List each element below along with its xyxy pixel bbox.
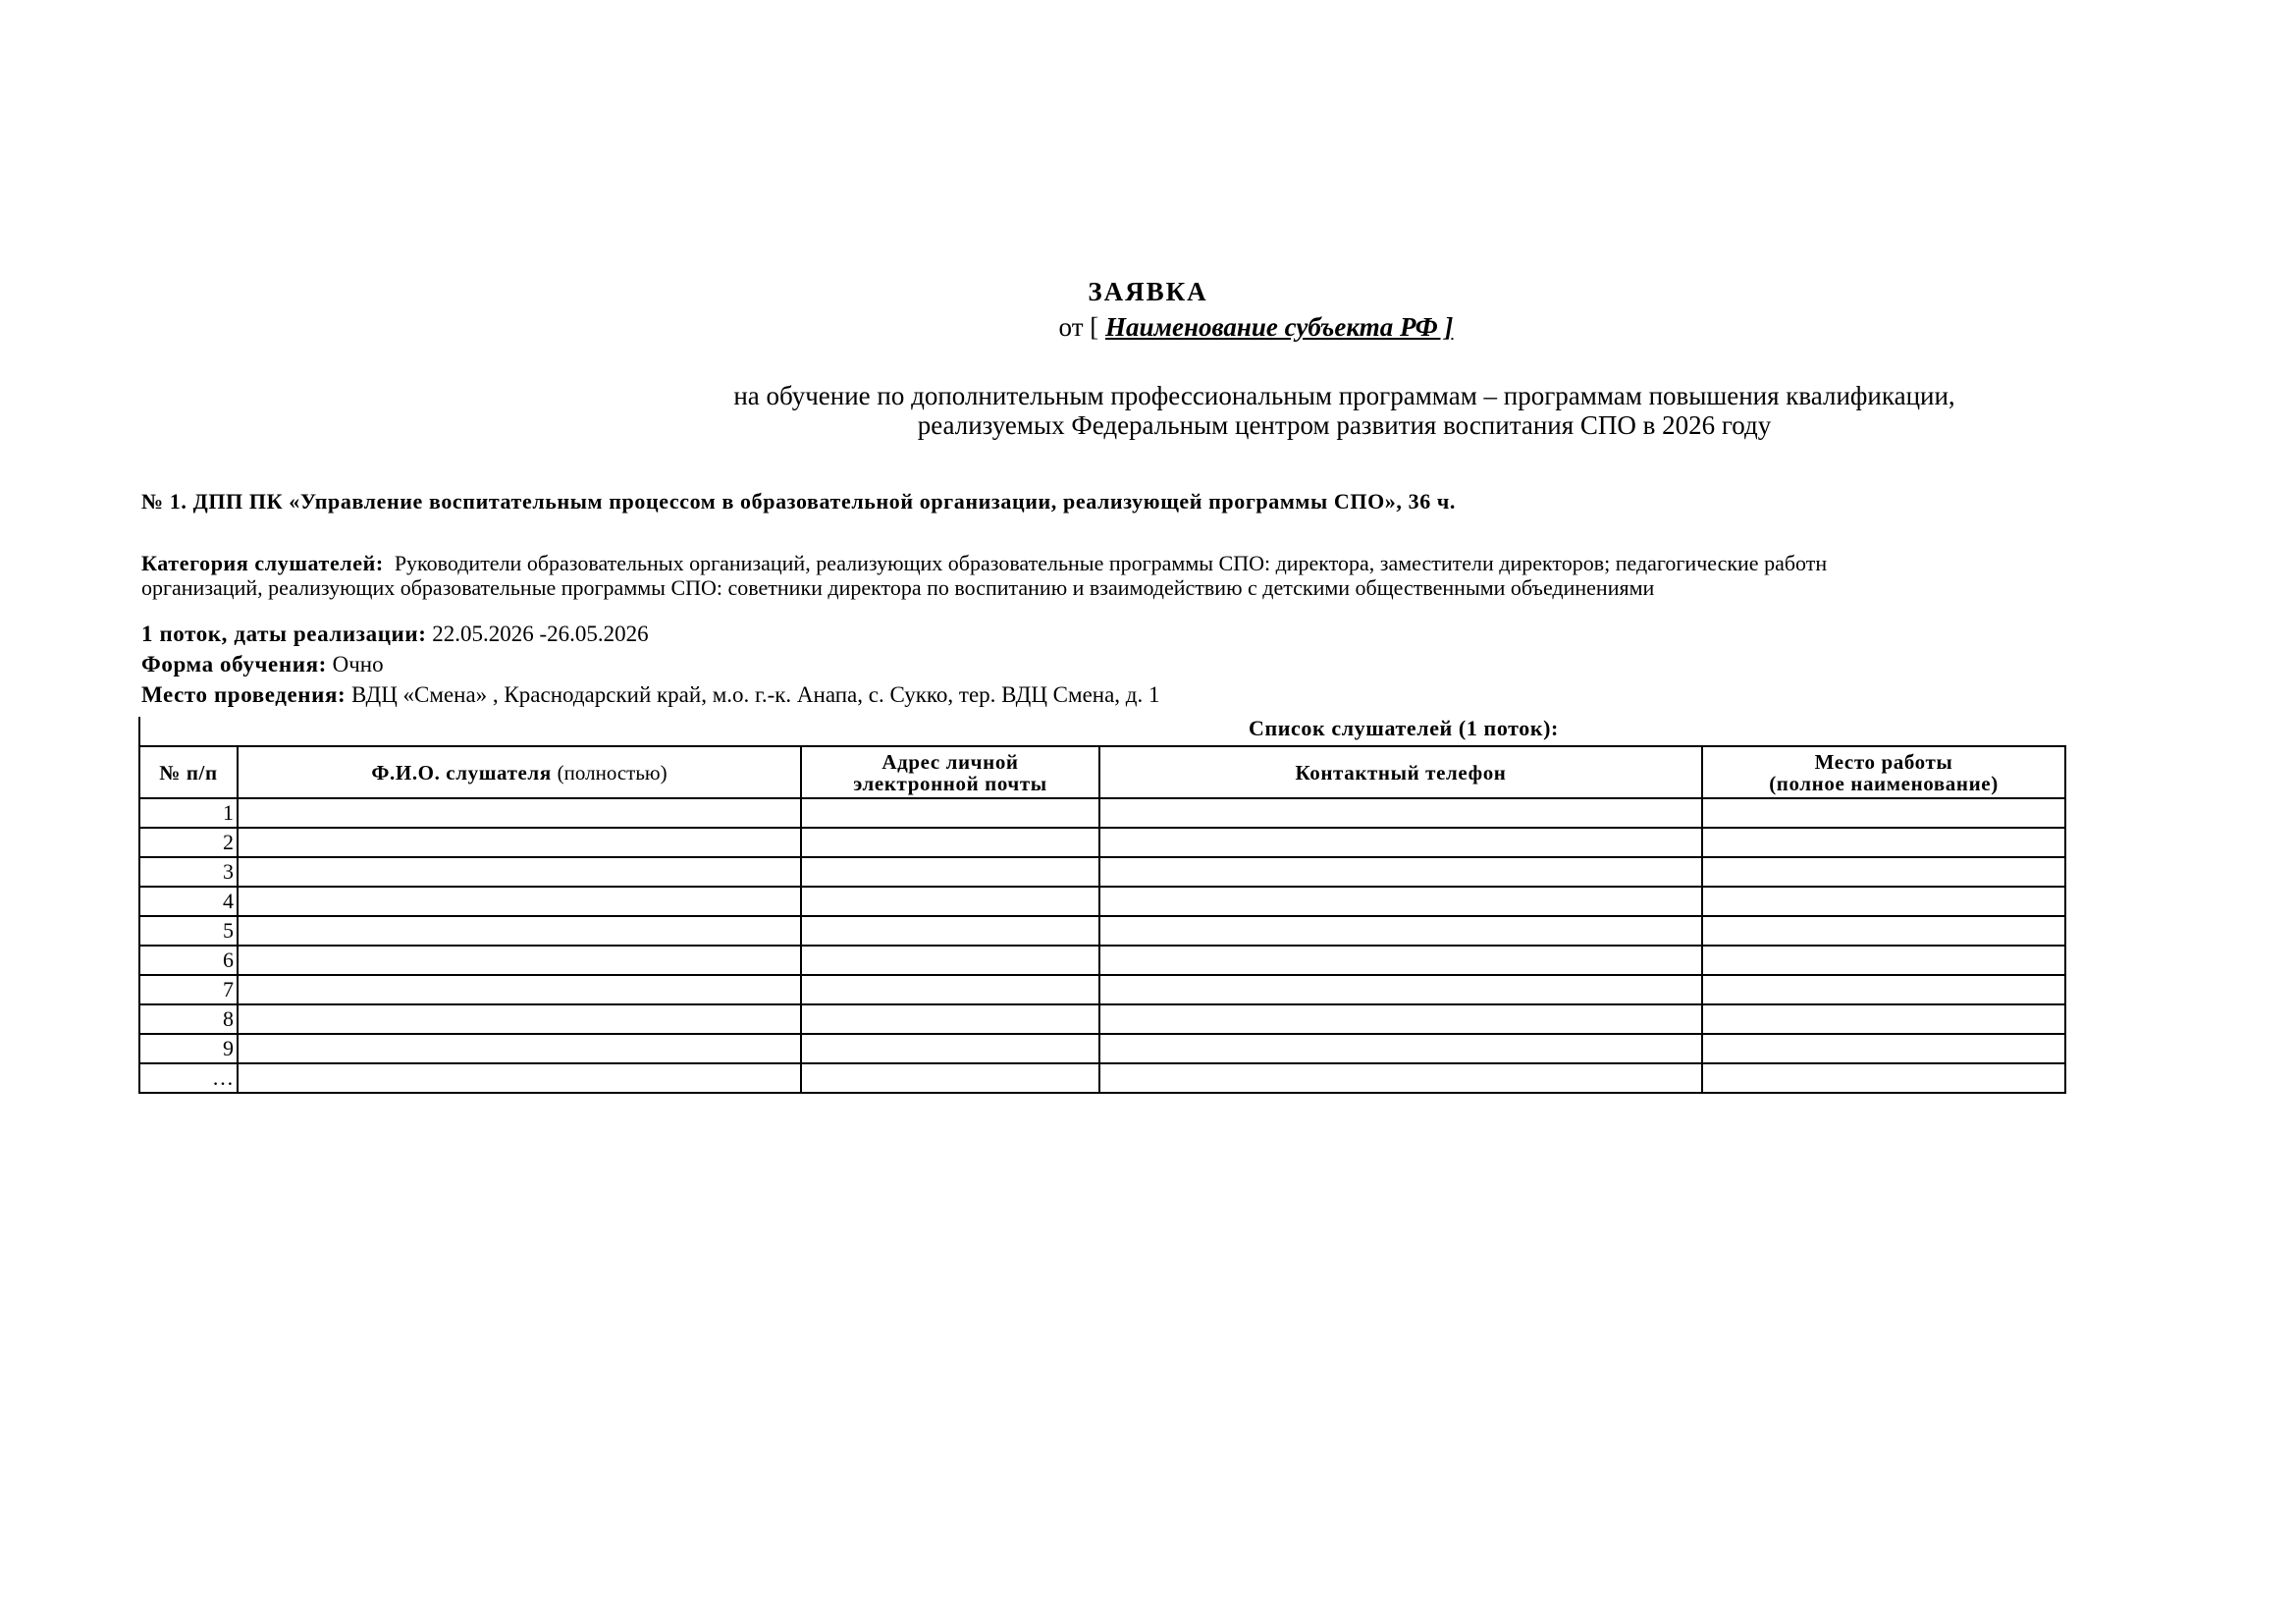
table-row [139, 975, 2065, 1004]
table-row [139, 946, 2065, 975]
place-line [141, 682, 1160, 708]
cell-phone[interactable] [1099, 798, 1702, 828]
table-row [139, 828, 2065, 857]
cell-work[interactable] [1702, 1004, 2065, 1034]
cell-work[interactable] [1702, 916, 2065, 946]
dates-line [141, 622, 649, 647]
cell-name[interactable] [238, 1034, 801, 1063]
cell-name[interactable] [238, 887, 801, 916]
cell-work[interactable] [1702, 946, 2065, 975]
form-label: Форма обучения: [141, 652, 327, 677]
cell-work[interactable] [1702, 887, 2065, 916]
cell-phone[interactable] [1099, 946, 1702, 975]
cell-num: 8 [139, 1004, 238, 1034]
subject-placeholder: Наименование субъекта РФ ] [1104, 312, 1454, 342]
cell-num: 7 [139, 975, 238, 1004]
cell-work[interactable] [1702, 1063, 2065, 1093]
place-label: Место проведения: [141, 682, 347, 707]
cell-num: 1 [139, 798, 238, 828]
form-value: Очно [332, 652, 384, 677]
cell-num: 4 [139, 887, 238, 916]
cell-work[interactable] [1702, 1034, 2065, 1063]
purpose-line-1: на обучение по дополнительным профессиональным программам – программам повышения квалификации, [733, 381, 1955, 410]
cell-phone[interactable] [1099, 887, 1702, 916]
purpose-line-2: реализуемых Федеральным центром развития воспитания СПО в 2026 году [917, 410, 1772, 440]
dates-value: 22.05.2026 -26.05.2026 [432, 622, 649, 646]
table-row [139, 1034, 2065, 1063]
cell-name[interactable] [238, 828, 801, 857]
table-header-row [139, 746, 2065, 798]
cell-phone[interactable] [1099, 1034, 1702, 1063]
cell-email[interactable] [801, 1004, 1099, 1034]
header-email-line-1: Адрес личной [881, 749, 1019, 774]
category-line-1: Руководители образовательных организаций, реализующих образовательные программы СПО: директора, заместители директоров; педагогические работн [394, 551, 1828, 575]
cell-name[interactable] [238, 798, 801, 828]
cell-name[interactable] [238, 1004, 801, 1034]
cell-email[interactable] [801, 1063, 1099, 1093]
cell-num: 2 [139, 828, 238, 857]
header-num: № п/п [139, 746, 238, 798]
from-prefix: от [ [1058, 312, 1099, 342]
cell-name[interactable] [238, 916, 801, 946]
cell-email[interactable] [801, 887, 1099, 916]
header-phone: Контактный телефон [1099, 746, 1702, 798]
document-title: ЗАЯВКА [1088, 277, 1208, 306]
cell-email[interactable] [801, 975, 1099, 1004]
from-line [108, 312, 2296, 343]
cell-work[interactable] [1702, 828, 2065, 857]
cell-name[interactable] [238, 1063, 801, 1093]
category-line-2: организаций, реализующих образовательные программы СПО: советники директора по воспитанию и взаимодействию с детскими общественными объединениями [141, 575, 1655, 600]
category-label: Категория слушателей: [141, 551, 384, 575]
cell-email[interactable] [801, 857, 1099, 887]
cell-work[interactable] [1702, 798, 2065, 828]
cell-num: 5 [139, 916, 238, 946]
header-name-bold: Ф.И.О. слушателя [371, 760, 552, 785]
cell-work[interactable] [1702, 975, 2065, 1004]
header-email-line-2: электронной почты [853, 771, 1047, 795]
dates-label: 1 поток, даты реализации: [141, 622, 427, 646]
program-heading: № 1. ДПП ПК «Управление воспитательным процессом в образовательной организации, реализующей программы СПО», 36 ч. [141, 489, 1457, 514]
header-name-normal: (полностью) [557, 760, 667, 785]
header-email [801, 746, 1099, 798]
cell-email[interactable] [801, 828, 1099, 857]
table-row [139, 857, 2065, 887]
table-row [139, 1063, 2065, 1093]
cell-phone[interactable] [1099, 1063, 1702, 1093]
table-row [139, 1004, 2065, 1034]
purpose-text [196, 381, 2296, 440]
header-work-line-2: (полное наименование) [1769, 771, 1999, 795]
cell-phone[interactable] [1099, 1004, 1702, 1034]
cell-num: … [139, 1063, 238, 1093]
cell-email[interactable] [801, 916, 1099, 946]
cell-email[interactable] [801, 946, 1099, 975]
header-work [1702, 746, 2065, 798]
cell-phone[interactable] [1099, 916, 1702, 946]
cell-name[interactable] [238, 857, 801, 887]
table-row [139, 798, 2065, 828]
table-row [139, 916, 2065, 946]
cell-num: 6 [139, 946, 238, 975]
header-name [238, 746, 801, 798]
cell-name[interactable] [238, 975, 801, 1004]
cell-email[interactable] [801, 798, 1099, 828]
cell-num: 3 [139, 857, 238, 887]
table-body [139, 798, 2065, 1093]
form-line [141, 652, 384, 677]
header-work-line-1: Место работы [1814, 749, 1953, 774]
cell-email[interactable] [801, 1034, 1099, 1063]
listener-category [141, 551, 2203, 600]
cell-num: 9 [139, 1034, 238, 1063]
table-row [139, 887, 2065, 916]
cell-phone[interactable] [1099, 975, 1702, 1004]
cell-phone[interactable] [1099, 828, 1702, 857]
cell-phone[interactable] [1099, 857, 1702, 887]
table-caption: Список слушателей (1 поток): [1248, 716, 1559, 740]
cell-work[interactable] [1702, 857, 2065, 887]
cell-name[interactable] [238, 946, 801, 975]
listeners-table [138, 745, 2066, 1094]
place-value: ВДЦ «Смена» , Краснодарский край, м.о. г.-к. Анапа, с. Сукко, тер. ВДЦ Смена, д. 1 [351, 682, 1160, 707]
